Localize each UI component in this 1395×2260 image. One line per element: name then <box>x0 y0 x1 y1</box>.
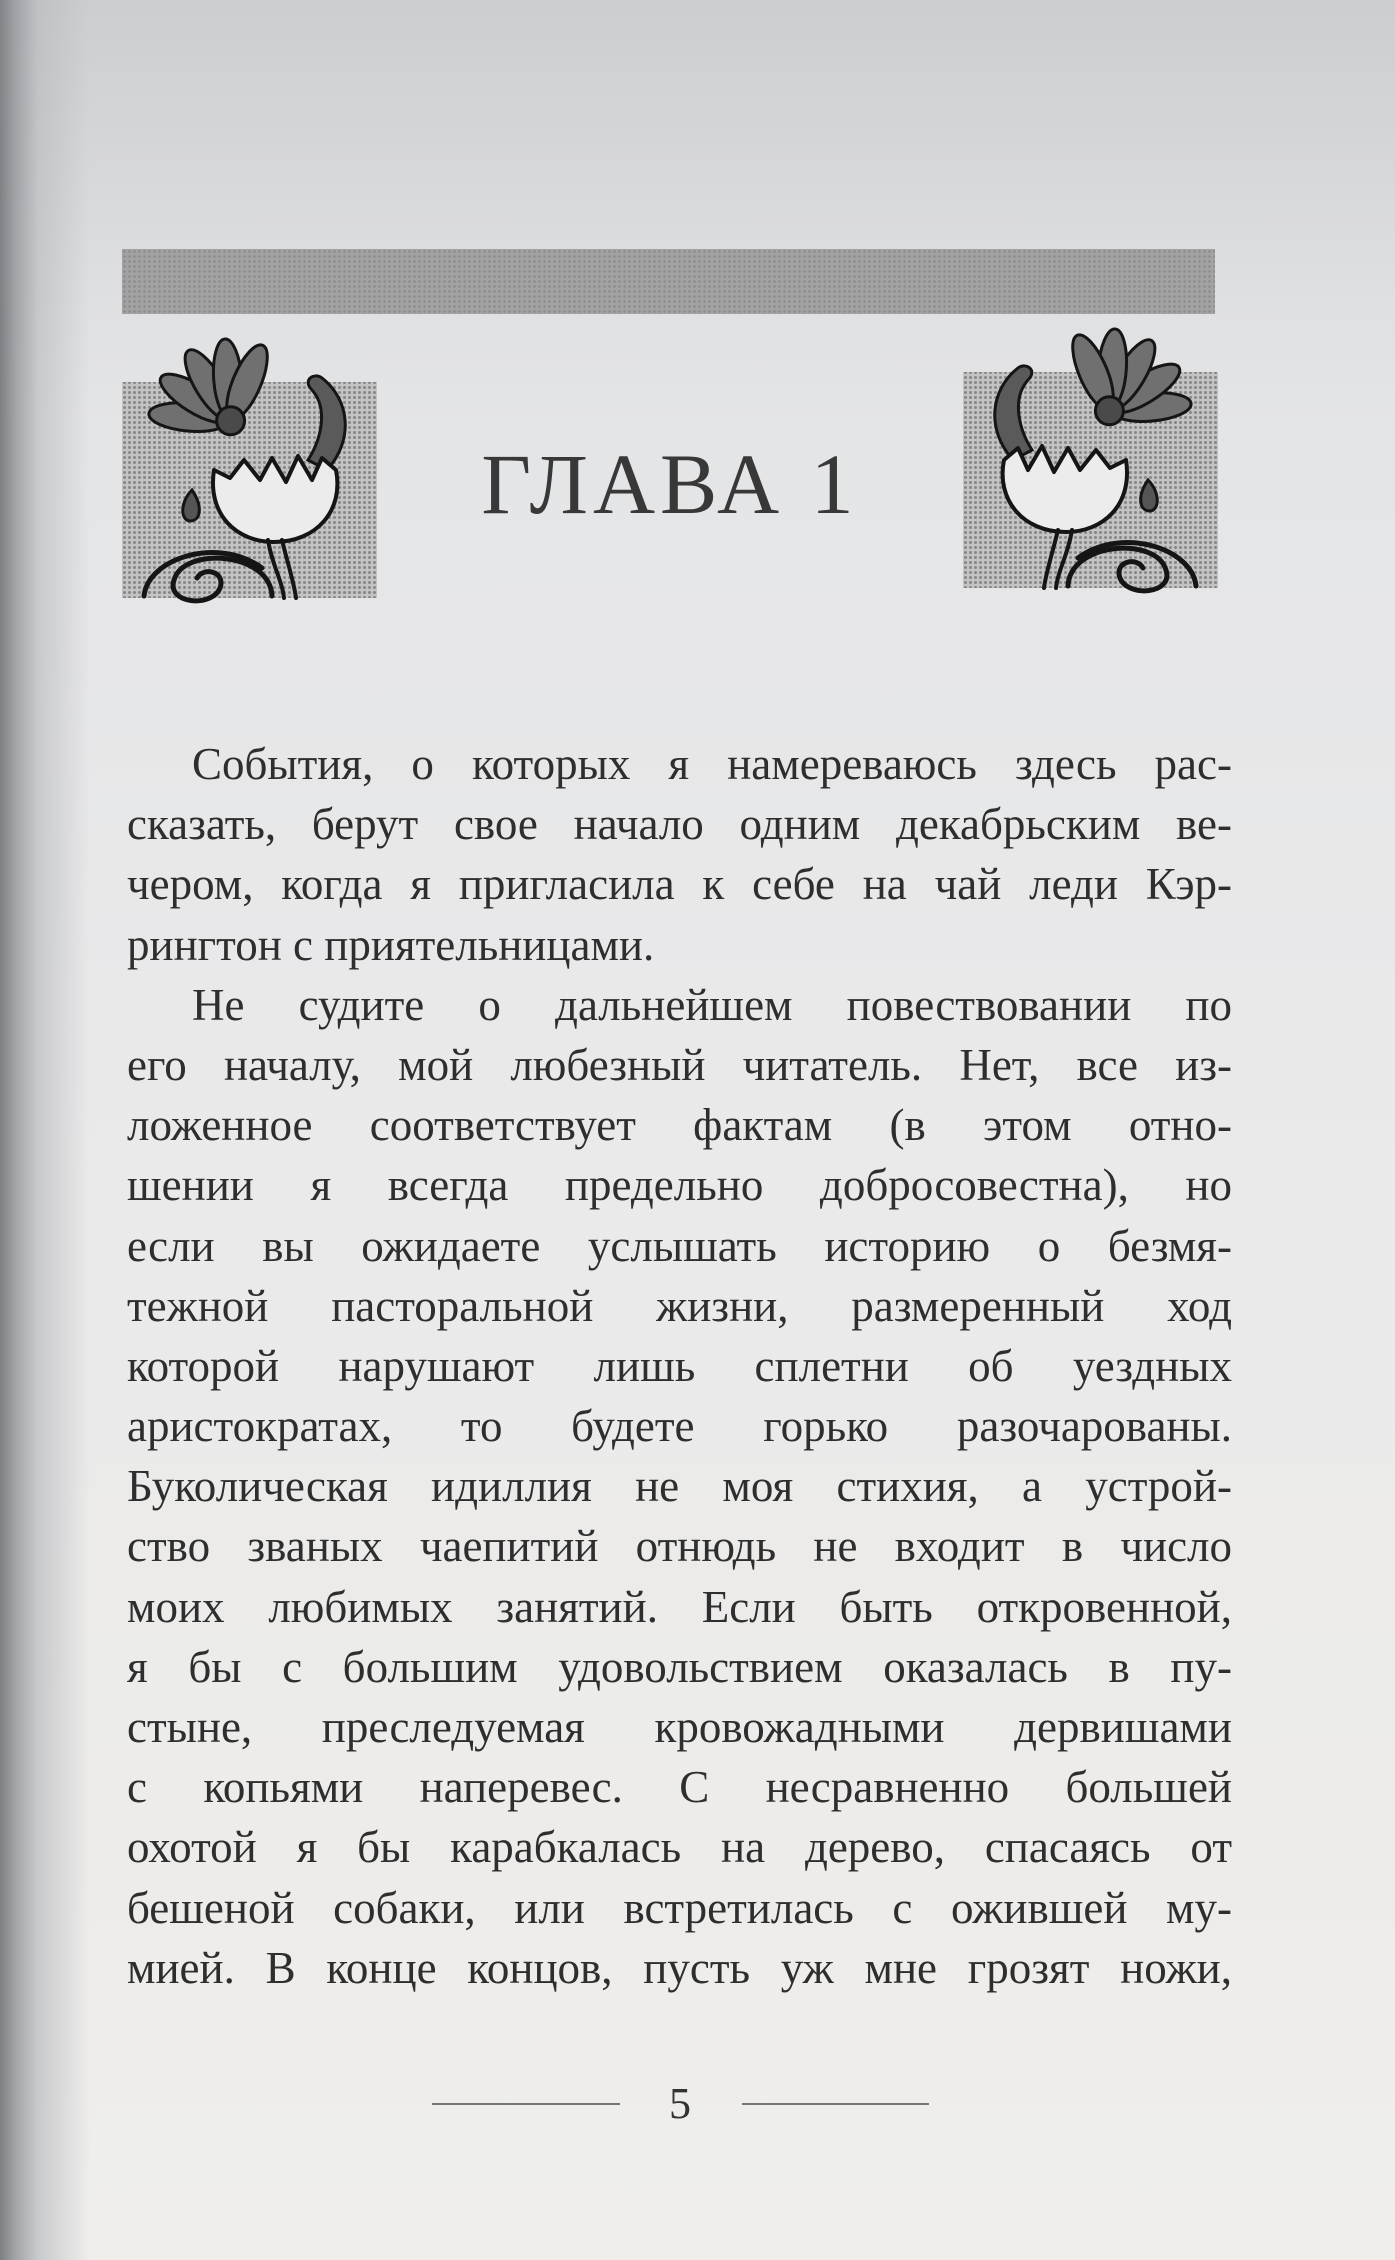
text-line: с копьями наперевес. С несравненно большей <box>127 1762 1232 1813</box>
text-line: Буколическая идиллия не моя стихия, а устрой- <box>127 1461 1232 1512</box>
flower-center <box>217 407 245 435</box>
flower-center <box>1095 397 1123 425</box>
text-line: его началу, мой любезный читатель. Нет, все из- <box>127 1039 1232 1090</box>
text-line: стыне, преследуемая кровожадными дервишами <box>127 1702 1232 1752</box>
folio-rule-left <box>432 2103 620 2105</box>
page-number: 5 <box>669 2079 691 2128</box>
text-line: ство званых чаепитий отнюдь не входит в число <box>127 1521 1232 1572</box>
folio-rule-right <box>742 2103 929 2105</box>
text-line: Не судите о дальнейшем повествовании по <box>192 979 1232 1030</box>
text-line: которой нарушают лишь сплетни об уездных <box>127 1340 1232 1391</box>
text-line: бешеной собаки, или встретилась с ожившей му- <box>127 1882 1232 1933</box>
text-line: тежной пасторальной жизни, размеренный ход <box>127 1280 1232 1331</box>
text-line: чером, когда я пригласила к себе на чай леди Кэр- <box>127 859 1232 910</box>
text-line: шении я всегда предельно добросовестна), но <box>127 1160 1232 1211</box>
text-line: аристократах, то будете горько разочарованы. <box>127 1401 1232 1452</box>
chapter-title: ГЛАВА 1 <box>481 436 859 532</box>
text-line: События, о которых я намереваюсь здесь рас- <box>192 739 1232 789</box>
text-line: рингтон с приятельницами. <box>127 919 655 970</box>
text-line: охотой я бы карабкалась на дерево, спасаясь от <box>127 1822 1232 1873</box>
paragraph <box>127 975 1232 1998</box>
text-line: если вы ожидаете услышать историю о безмя- <box>127 1220 1232 1271</box>
text-line: сказать, берут свое начало одним декабрьским ве- <box>127 799 1232 850</box>
text-line: ложенное соответствует фактам (в этом отно- <box>127 1100 1232 1151</box>
lotus-flower-icon <box>122 330 392 610</box>
body-text <box>127 734 1232 1998</box>
chapter-header-band <box>122 249 1215 314</box>
lotus-flower-icon <box>948 320 1218 600</box>
text-line: моих любимых занятий. Если быть откровенной, <box>127 1581 1232 1632</box>
text-line: мией. В конце концов, пусть уж мне грозят ножи, <box>127 1942 1232 1993</box>
text-line: я бы с большим удовольствием оказалась в пу- <box>127 1641 1232 1692</box>
paragraph <box>127 734 1232 975</box>
